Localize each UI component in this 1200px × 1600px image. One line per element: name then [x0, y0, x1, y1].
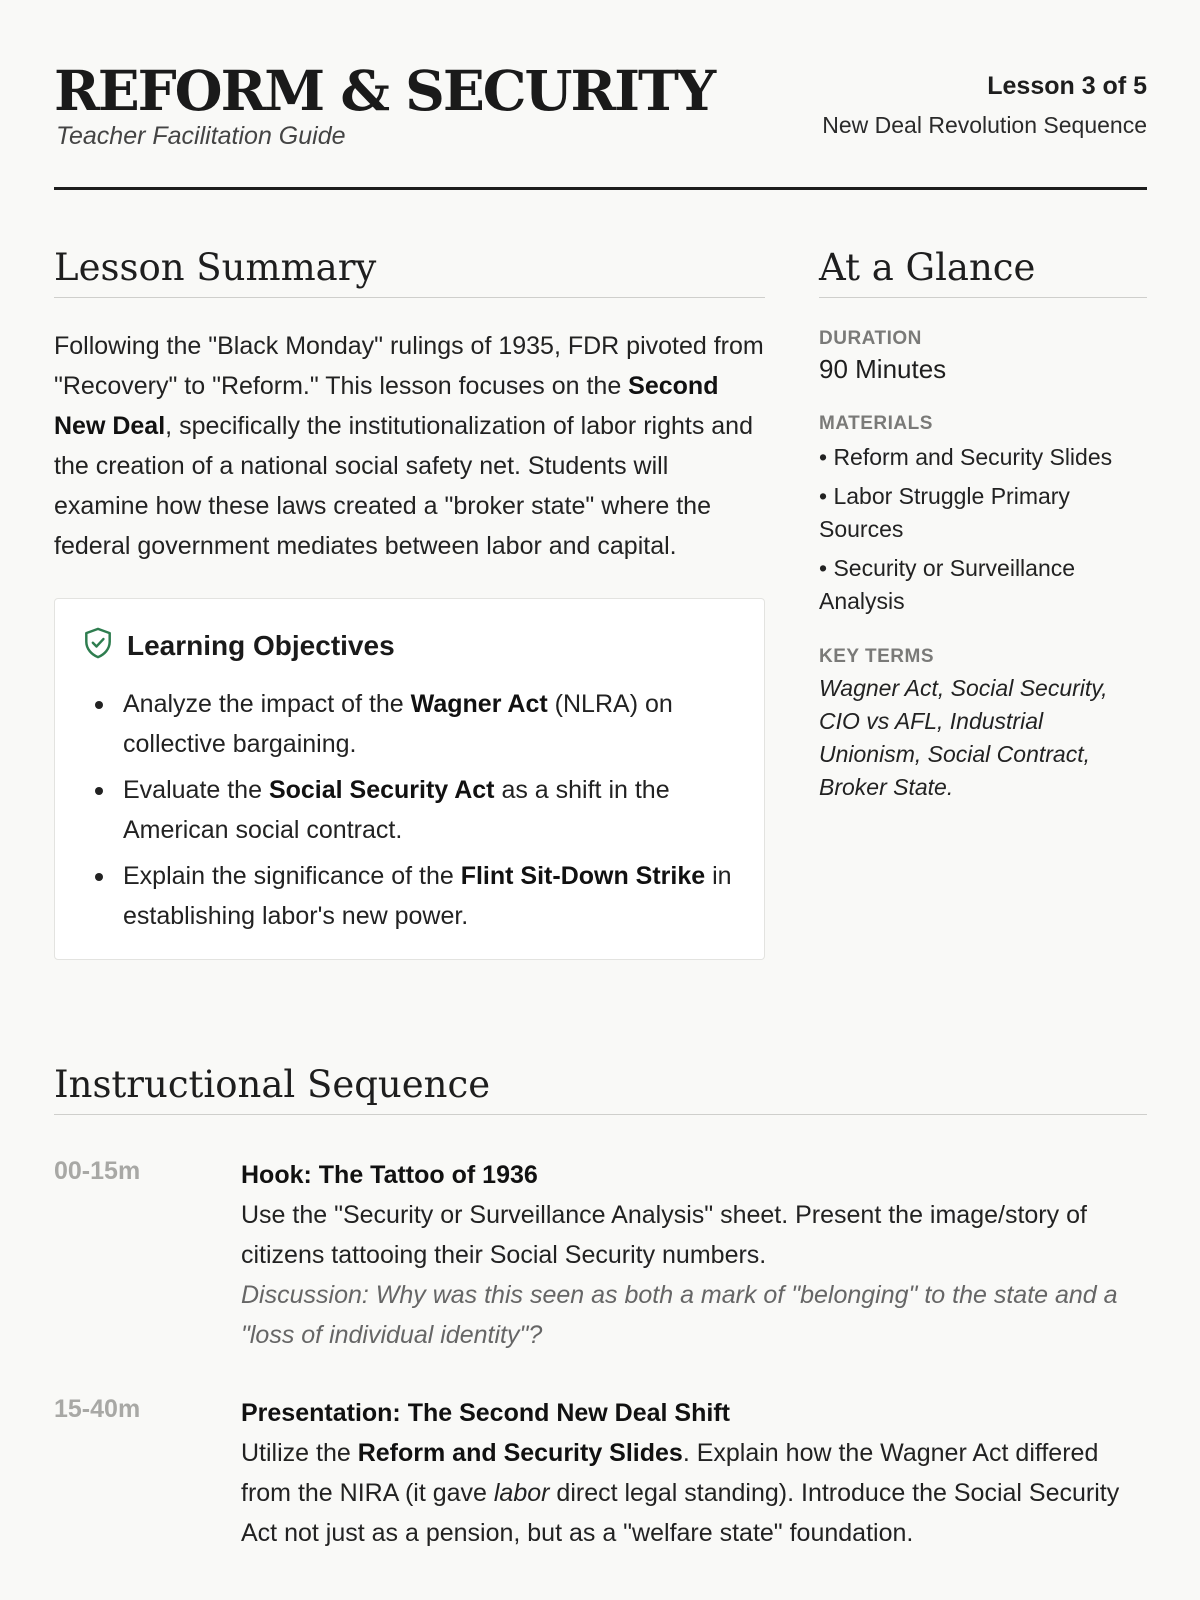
lesson-summary-heading: Lesson Summary	[54, 246, 765, 298]
key-terms-text: Wagner Act, Social Security, CIO vs AFL, Industrial Unionism, Social Contract, Broker State.	[819, 675, 1108, 800]
step-text-part: . Explain how the Wagner Act differed from the NIRA (it gave	[241, 1439, 1099, 1507]
step-title: Hook: The Tattoo of 1936	[241, 1161, 538, 1189]
list-item: • Labor Struggle Primary Sources	[819, 483, 1070, 542]
objective-text: (NLRA) on collective bargaining.	[123, 690, 673, 758]
header	[54, 58, 1147, 190]
objective-bold-term: Social Security Act	[268, 776, 495, 804]
objective-bold-term: Flint Sit-Down Strike	[460, 862, 706, 890]
key-terms-label: KEY TERMS	[819, 646, 935, 667]
sequence-step	[54, 1155, 1147, 1355]
objective-text: as a shift in the American social contract.	[123, 776, 670, 844]
list-item: • Reform and Security Slides	[819, 444, 1113, 470]
summary-text-part: Following the "Black Monday" rulings of 1935, FDR pivoted from "Recovery" to "Reform." This lesson focuses on the	[54, 332, 764, 400]
step-title: Presentation: The Second New Deal Shift	[241, 1399, 730, 1427]
objective-text: Explain the significance of the	[123, 862, 461, 890]
sequence-name: New Deal Revolution Sequence	[822, 112, 1147, 138]
shield-check-icon	[83, 627, 113, 664]
objectives-list	[83, 684, 736, 936]
objective-bold-term: Wagner Act	[410, 690, 548, 718]
materials-label: MATERIALS	[819, 413, 933, 434]
step-body	[241, 1393, 1147, 1553]
objective-text: Analyze the impact of the	[123, 690, 411, 718]
list-item	[83, 770, 736, 850]
step-text-part: direct legal standing). Introduce the Social Security Act not just as a pension, but as a "welfare state" foundation.	[241, 1479, 1120, 1547]
objective-text: Evaluate the	[123, 776, 269, 804]
sequence-step	[54, 1393, 1147, 1553]
duration-label: DURATION	[819, 328, 922, 349]
objectives-header	[83, 627, 736, 664]
learning-objectives-card	[54, 598, 765, 960]
materials-block	[819, 413, 1147, 618]
step-body	[241, 1155, 1147, 1355]
step-text: Use the "Security or Surveillance Analysis" sheet. Present the image/story of citizens tattooing their Social Security numbers.	[241, 1201, 1087, 1269]
at-a-glance-heading: At a Glance	[819, 246, 1147, 298]
instructional-sequence	[54, 1063, 1147, 1553]
objectives-title: Learning Objectives	[127, 629, 395, 661]
key-terms-block	[819, 646, 1147, 804]
step-time: 15-40m	[54, 1395, 141, 1423]
lesson-summary-text	[54, 326, 765, 566]
page-title: REFORM & SECURITY	[54, 58, 715, 123]
step-italic-term: labor	[493, 1479, 550, 1507]
duration-value: 90 Minutes	[819, 354, 947, 384]
page-subtitle: Teacher Facilitation Guide	[56, 122, 346, 150]
list-item: • Security or Surveillance Analysis	[819, 555, 1076, 614]
summary-text-part: , specifically the institutionalization of labor rights and the creation of a national social safety net. Students will examine how these laws created a "broker state" where the federal government mediates between labor and capital.	[54, 412, 753, 560]
step-text	[241, 1433, 1147, 1553]
objective-text: in establishing labor's new power.	[123, 862, 732, 930]
instructional-sequence-heading: Instructional Sequence	[54, 1063, 1147, 1115]
at-a-glance-sidebar	[819, 246, 1147, 804]
step-bold-term: Reform and Security Slides	[357, 1439, 683, 1467]
list-item	[83, 856, 736, 936]
step-discussion: Discussion: Why was this seen as both a mark of "belonging" to the state and a "loss of individual identity"?	[241, 1281, 1118, 1349]
step-time: 00-15m	[54, 1157, 141, 1185]
list-item	[83, 684, 736, 764]
duration-block	[819, 328, 1147, 385]
lesson-number: Lesson 3 of 5	[987, 72, 1147, 100]
summary-bold-term: Second New Deal	[54, 372, 719, 440]
page	[54, 0, 1147, 1600]
step-text-part: Utilize the	[241, 1439, 358, 1467]
left-column	[54, 246, 765, 960]
